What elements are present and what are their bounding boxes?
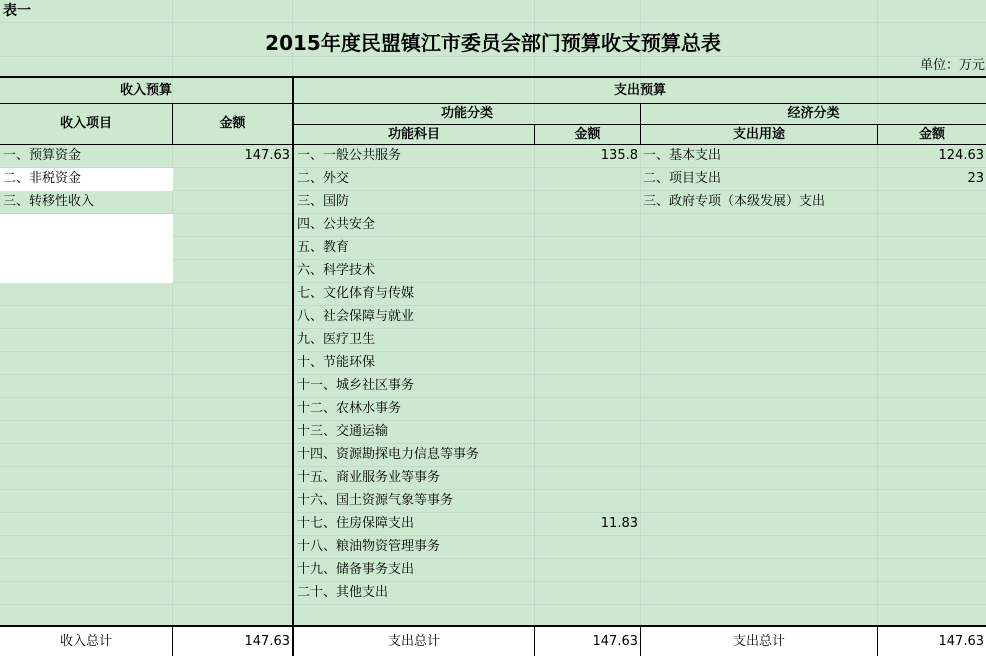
functional-subject-name: 三、国防 (297, 194, 350, 209)
header-income-budget: 收入预算 (119, 83, 172, 98)
income-total-label: 收入总计 (59, 634, 112, 649)
functional-subject-amount (535, 536, 639, 559)
functional-subject-amount (535, 444, 639, 467)
functional-subject-name: 十九、储备事务支出 (297, 562, 415, 577)
functional-subject-name: 一、一般公共服务 (297, 148, 402, 163)
functional-subject-amount (535, 306, 639, 329)
functional-subject-name: 四、公共安全 (297, 217, 376, 232)
grid-hline (0, 22, 986, 23)
income-item-amount: 147.63 (244, 148, 290, 163)
income-item-name: 一、预算资金 (3, 148, 82, 163)
expense-use-name: 三、政府专项（本级发展）支出 (643, 194, 826, 209)
functional-subject-name: 十六、国土资源气象等事务 (297, 493, 454, 508)
functional-subject-name: 八、社会保障与就业 (297, 309, 415, 324)
functional-subject-amount (535, 467, 639, 490)
functional-subject-amount: 135.8 (600, 148, 638, 163)
functional-subject-name: 二、外交 (297, 171, 350, 186)
functional-subject-amount (535, 490, 639, 513)
white-cell (0, 214, 173, 237)
white-cell (0, 260, 173, 283)
income-item-name: 三、转移性收入 (3, 194, 95, 209)
functional-subject-name: 五、教育 (297, 240, 350, 255)
functional-subject-amount (535, 582, 639, 605)
economic-total-label: 支出总计 (732, 634, 785, 649)
page-title: 2015年度民盟镇江市委员会部门预算收支预算总表 (265, 31, 721, 55)
header-expense-budget: 支出预算 (613, 83, 666, 98)
functional-subject-amount (535, 283, 639, 306)
sheet-label: 表一 (3, 3, 31, 19)
header-income-item: 收入项目 (59, 116, 112, 131)
income-item-name: 二、非税资金 (3, 171, 82, 186)
economic-total-amount: 147.63 (938, 634, 984, 649)
functional-subject-amount (535, 329, 639, 352)
functional-subject-name: 七、文化体育与传媒 (297, 286, 415, 301)
functional-subject-name: 二十、其他支出 (297, 585, 389, 600)
functional-subject-name: 十四、资源勘探电力信息等事务 (297, 447, 480, 462)
functional-subject-name: 十一、城乡社区事务 (297, 378, 415, 393)
functional-subject-amount (535, 237, 639, 260)
functional-subject-amount (535, 375, 639, 398)
border-line (0, 76, 986, 78)
functional-subject-amount (535, 191, 639, 214)
white-cell (0, 237, 173, 260)
expense-use-name: 二、项目支出 (643, 171, 722, 186)
header-economic-class: 经济分类 (787, 106, 840, 121)
border-line (292, 76, 294, 656)
functional-subject-amount (535, 260, 639, 283)
expense-use-amount: 124.63 (938, 148, 984, 163)
functional-subject-name: 十二、农林水事务 (297, 401, 402, 416)
functional-subject-amount (535, 421, 639, 444)
income-total-amount: 147.63 (244, 634, 290, 649)
functional-subject-name: 六、科学技术 (297, 263, 376, 278)
functional-subject-name: 九、医疗卫生 (297, 332, 376, 347)
functional-subject-amount (535, 559, 639, 582)
unit-label: 单位：万元 (919, 58, 985, 73)
functional-subject-amount (535, 168, 639, 191)
functional-subject-amount (535, 398, 639, 421)
header-expense-use: 支出用途 (732, 127, 785, 142)
expense-use-amount (878, 191, 985, 214)
functional-subject-name: 十三、交通运输 (297, 424, 389, 439)
functional-subject-amount: 11.83 (600, 516, 638, 531)
header-income-amount: 金额 (219, 116, 246, 131)
header-functional-subject: 功能科目 (387, 127, 440, 142)
functional-subject-name: 十七、住房保障支出 (297, 516, 415, 531)
functional-total-amount: 147.63 (592, 634, 638, 649)
header-functional-class: 功能分类 (440, 106, 493, 121)
income-item-amount (173, 191, 291, 214)
income-item-amount (173, 168, 291, 191)
functional-subject-name: 十五、商业服务业等事务 (297, 470, 441, 485)
expense-use-name: 一、基本支出 (643, 148, 722, 163)
functional-subject-name: 十、节能环保 (297, 355, 376, 370)
functional-subject-amount (535, 214, 639, 237)
expense-use-amount: 23 (967, 171, 984, 186)
functional-subject-amount (535, 352, 639, 375)
header-functional-amount: 金额 (574, 127, 601, 142)
functional-total-label: 支出总计 (387, 634, 440, 649)
functional-subject-name: 十八、粮油物资管理事务 (297, 539, 441, 554)
header-economic-amount: 金额 (918, 127, 945, 142)
